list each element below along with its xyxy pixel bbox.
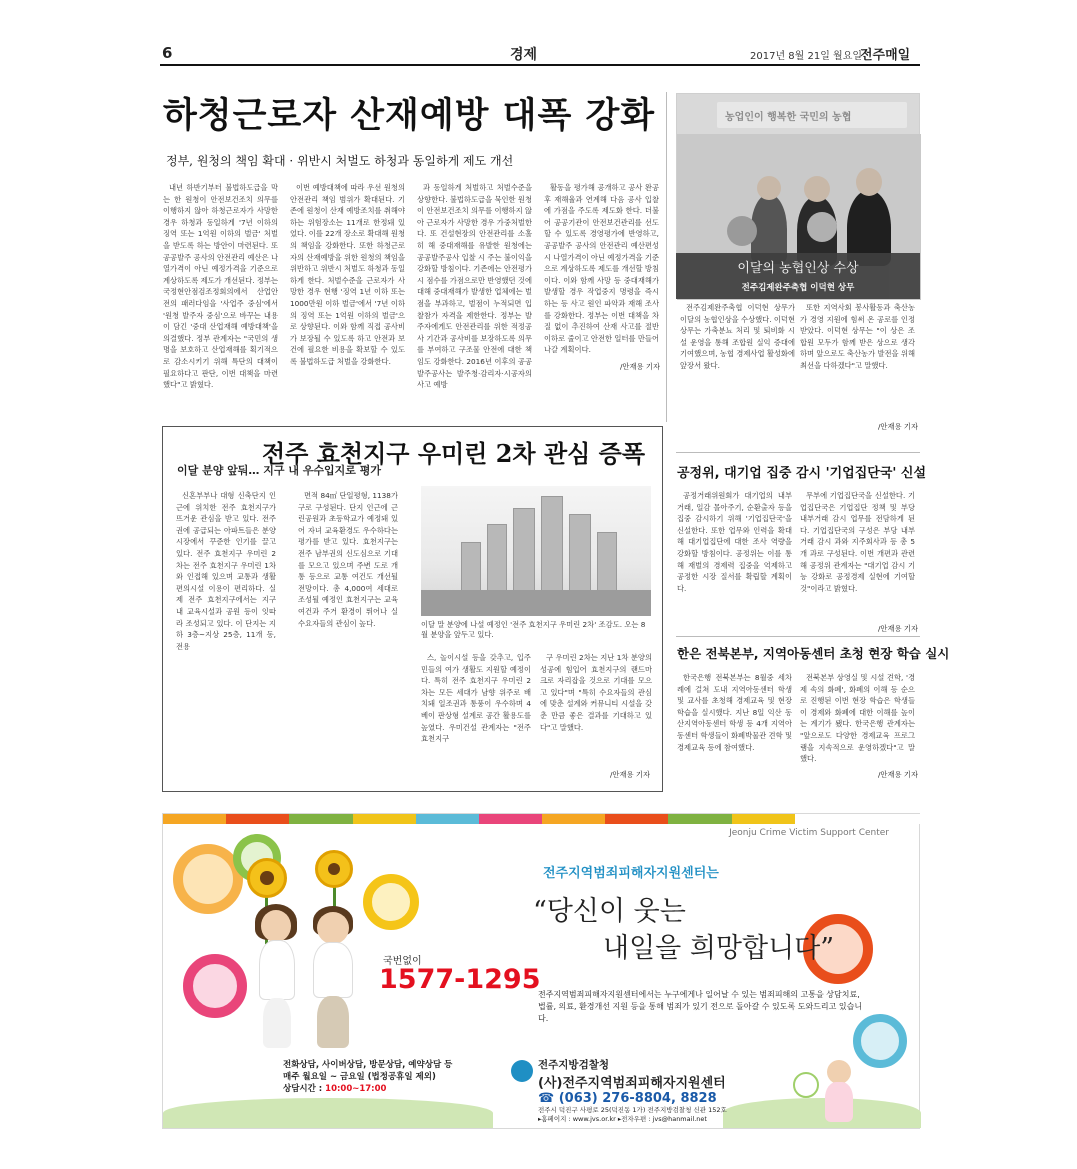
article2-column: 스, 놀이시설 등을 갖추고, 입주민들의 여가 생활도 지원할 예정이다. 특히 전주 효천지구 우미린 2차는 모든 세대가 남향 위주로 배치돼 일조권과 통풍이 우수하며 4베이 판상형 설계로 공간 활용도를 높였다. 우미건설 관계자는 "전주 효천지구 <box>421 653 531 744</box>
article4-column: 한국은행 전북본부는 8월중 세차례에 걸쳐 도내 지역아동센터 학생 및 교사를 초청해 경제교육 및 현장학습을 실시했다. 지난 8일 익산 동산지역아동센터 학생 등 4개 지역아동센터 학생들이 화폐박물관 견학 및 경제교육 등에 참여했다. <box>677 673 793 752</box>
center-phone[interactable]: ☎ (063) 276-8804, 8828 <box>538 1091 717 1106</box>
girl-face <box>261 910 291 942</box>
article2-headline: 전주 효천지구 우미린 2차 관심 증폭 <box>262 439 646 468</box>
article1-subheadline: 정부, 원청의 책임 확대 · 위반시 처벌도 하청과 동일하게 제도 개선 <box>166 154 514 168</box>
ad-slogan-line1: “당신이 웃는 <box>533 896 686 927</box>
ad-slogan-line2: 내일을 희망합니다” <box>603 933 835 964</box>
girl-figure <box>259 940 295 1000</box>
contact-block <box>538 1057 768 1124</box>
advertisement <box>162 813 920 1129</box>
service-hours: 상담시간 : 10:00~17:00 <box>283 1084 387 1094</box>
article3-byline: /안재용 기자 <box>877 624 918 633</box>
issue-date: 2017년 8월 21일 월요일 <box>750 51 863 62</box>
masthead <box>160 42 920 66</box>
photo-subtitle: 전주김제완주축협 이덕현 상무 <box>741 283 855 293</box>
article2-column: 면적 84㎡ 단일평형, 1138가구로 구성된다. 단지 인근에 근린공원과 초등학교가 예정돼 있어 자녀 교육환경도 우수하다는 평가를 받고 있다. 효천지구는 전주 남부권의 신도심으로 기대를 모으고 있으며 주변 도로 개통 등으로 교통 여건도 개선될 전망이다. 총 4,000여 세대로 조성될 예정인 효천지구는 교육 여건과 주거 환경이 뛰어나 실수요자들의 관심이 높다. <box>298 491 398 628</box>
apartment-tower <box>487 524 507 592</box>
service-info <box>283 1059 452 1095</box>
column-divider <box>666 92 667 422</box>
girl-legs <box>263 998 291 1048</box>
hotline-number[interactable]: 1577-1295 <box>379 964 541 995</box>
boy-figure <box>313 942 353 998</box>
article2-column: 구 우미린 2차는 지난 1차 분양의 성공에 힘입어 효천지구의 랜드마크로 자리잡을 것으로 기대를 모으고 있다"며 "특히 수요자들의 관심에 맞춘 설계와 커뮤니티 시설을 갖춘 만큼 좋은 결과를 기대하고 있다"고 말했다. <box>540 653 652 732</box>
article3-column: 공정거래위원회가 대기업의 내부거래, 일감 몰아주기, 순환출자 등을 집중 감시하기 위해 '기업집단국'을 신설한다. 또한 업무와 인력을 확대해 대기업집단에 대한 조사 역량을 강화할 방침이다. 공정위는 이를 통해 재벌의 경제력 집중을 억제하고 공정한 시장 질서를 확립할 계획이다. <box>677 491 792 593</box>
apartment-tower <box>513 508 535 592</box>
article1-column: 활동을 평가해 공개하고 공사 완공 후 재해율과 연계해 다음 공사 입찰에 가점을 주도록 제도화 한다. 더불어 공공기관이 안전보건관리를 선도할 수 있도록 경영평가에 반영하고, 공공발주 공사의 안전관리 예산편성 시 나열가격이 아닌 예정가격을 기준으로 계상하도록 제도를 개선할 방침이다. 이와 함께 사망 등 중대재해가 발생할 경우 작업중지 명령을 즉시 하는 등 사고 원인 파악과 재해 조사를 강화한다. 정부는 이번 대책을 차질 없이 추진하여 산재 사고를 절반 이하로 줄이고 안전한 일터를 만들어 나갈 계획이다. <box>544 183 660 355</box>
ground <box>421 590 651 616</box>
child-face <box>827 1060 851 1084</box>
services-list: 전화상담, 사이버상담, 방문상담, 예약상담 등 <box>283 1060 453 1070</box>
sunflower-icon <box>247 858 287 898</box>
photo-title: 이달의 농협인상 수상 <box>737 261 859 276</box>
decorative-circle <box>363 874 419 930</box>
article1-column: 이번 예방대책에 따라 우선 원청의 안전관리 책임 범위가 확대된다. 기존에 원청이 산재 예방조치를 취해야 하는 위험장소는 11개로 한정돼 있었다. 이를 22개 장소로 확대해 원청의 책임을 강화한다. 또한 하청근로자의 산재예방을 위한 원청의 책임을 위반하고 위반시 처벌도 하청과 동일하게 한다. 처벌수준을 근로자가 사망한 경우 현행 '징역 1년 이하 또는 1000만원 이하 벌금'에서 '7년 이하의 징역 또는 1억원 이하의 벌금'으로 상향된다. 이와 함께 직접 공사비가 보장될 수 있도록 하고 안전과 보건에 필요한 비용을 확보할 수 있도록 불법하도급 처벌을 강화한다. <box>290 183 406 366</box>
article1-byline: /안재용 기자 <box>619 362 660 371</box>
rendering-caption: 이달 말 분양에 나설 예정인 '전주 효천지구 우미린 2차' 조감도. 오는 8월 분양을 앞두고 있다. <box>421 620 646 639</box>
apartment-rendering <box>421 486 651 616</box>
article4-byline: /안재용 기자 <box>877 770 918 779</box>
photo-feature-byline: /안재용 기자 <box>877 422 918 431</box>
ad-english-name: Jeonju Crime Victim Support Center <box>729 828 889 838</box>
center-web[interactable]: ▸홈페이지 : www.jvs.or.kr ▸전자우편 : jvs@hanmail.net <box>538 1115 707 1123</box>
photo-caption <box>676 253 920 299</box>
apartment-tower <box>541 496 563 592</box>
ad-org-title: 전주지역범죄피해자지원센터는 <box>543 866 719 881</box>
grass-decoration <box>163 1098 493 1128</box>
prosecutor-office: 전주지방검찰청 <box>538 1059 610 1071</box>
section-rule <box>676 452 920 453</box>
ad-color-stripes <box>163 814 921 824</box>
decorative-circle <box>793 1072 819 1098</box>
center-name: (사)전주지역범죄피해자지원센터 <box>538 1076 726 1091</box>
child-figure <box>825 1082 853 1122</box>
photo-feature-column: 또한 지역사회 봉사활동과 축산농가 경영 지원에 힘써 온 공로를 인정받았다. 이덕현 상무는 "이 상은 조합원 모두가 함께 받은 상으로 생각하며 앞으로도 축산농가 발전을 위해 최선을 다하겠다"고 말했다. <box>800 303 916 370</box>
prosecutor-logo-icon <box>511 1060 533 1082</box>
decorative-circle <box>183 954 247 1018</box>
sunflower-icon <box>315 850 353 888</box>
apartment-tower <box>569 514 591 592</box>
center-address: 전주시 덕진구 사평로 25(덕진동 1가) 전주지방검찰청 신관 152호 <box>538 1106 727 1114</box>
article2-byline: /안재용 기자 <box>609 770 650 779</box>
paper-name: 전주매일 <box>860 48 911 63</box>
article1-column: 과 동일하게 처벌하고 처벌수준을 상향한다. 불법하도급을 묵인한 원청이 안전보건조치 의무를 이행하지 않아 근로자가 사망한 경우 가중처벌한다. 또 건설현장의 안전관리를 소홀히 해 중대재해를 유발한 원청에는 공공발주공사 입찰 시 주는 불이익을 강화할 방침이다. 기존에는 안전평가 시 점수를 가점으로만 반영했던 것에 대해 중대재해가 발생한 업체에는 벌점을 부과하고, 벌점이 누적되면 입찰참가 자격을 제한한다. 정부는 발주자에게도 안전관리를 위한 적정공사 기간과 공사비를 보장하도록 의무를 부여하고 구조물 안전에 대한 책임도 강화한다. 2016년 이후의 공공발주공사는 발주청·감리자·시공자의 사고 예방 <box>417 183 533 390</box>
boy-face <box>317 912 349 944</box>
section-name: 경제 <box>510 47 538 63</box>
phone-label: 국번없이 <box>383 956 422 967</box>
article4-column: 전북본부 상영실 및 시설 견학, '경제 속의 화폐', 화폐의 이해 등 순으로 진행된 이번 현장 학습은 학생들이 경제와 화폐에 대한 이해를 높이는 계기가 됐다. 한국은행 관계자는 "앞으로도 다양한 경제교육 프로그램을 지속적으로 운영하겠다"고 말했다. <box>800 673 915 764</box>
article4-headline: 한은 전북본부, 지역아동센터 초청 현장 학습 실시 <box>677 646 950 661</box>
person-head <box>856 168 882 196</box>
article2-column: 신혼부부나 대형 신축단지 인근에 위치한 전주 효천지구가 뜨거운 관심을 받고 있다. 전주권에 공급되는 아파트들은 분양시장에서 꾸준한 인기를 끌고 있다. 전주 효천지구 우미린 2차는 전주 효천지구 우미린 1차와 인접해 있으며 교통과 생활편의시설 이용이 편리하다. 실제 전주 효천지구에서는 지구 내 교육시설과 공원 등이 잇따라 조성되고 있다. 이 단지는 지하 3층~지상 25층, 11개 동, 전용 <box>176 491 276 651</box>
person-head <box>757 176 781 200</box>
flower-bouquet <box>807 212 837 242</box>
article3-headline: 공정위, 대기업 집중 감시 '기업집단국' 신설 <box>677 466 927 481</box>
photo-feature-column: 전주김제완주축협 이덕현 상무가 이달의 농협인상을 수상했다. 이덕현 상무는 가축분뇨 처리 및 퇴비화 시설 운영을 통해 조합원 실익 증대에 기여했으며, 농협 경제사업 활성화에 앞장서 왔다. <box>680 303 796 370</box>
service-days: 매주 월요일 ~ 금요일 (법정공휴일 제외) <box>283 1072 436 1082</box>
person-head <box>804 176 830 202</box>
ad-description: 전주지역범죄피해자지원센터에서는 누구에게나 일어날 수 있는 범죄피해의 고통을 상담치료, 법률, 의료, 환경개선 지원 등을 통해 범죄가 있기 전으로 돌아갈 수 있도록 도와드리고 있습니다. <box>538 990 863 1023</box>
apartment-tower <box>461 542 481 592</box>
article2-subheadline: 이달 분양 앞둬… 지구 내 우수입지로 평가 <box>177 464 381 477</box>
article1-column: 내년 하반기부터 불법하도급을 막는 한 원청이 안전보건조치 의무를 이행하지 않아 하청근로자가 사망한 경우 하청과 동일하게 '7년 이하의 징역 또는 1억원 이하의 벌금' 처벌을 받도록 하는 방안이 마련된다. 또 공공발주 공사의 안전관리 예산은 나열가격이 아닌 예정가격을 기준으로 계상하도록 제도가 개선된다. 정부는 국정현안점검조정회의에서 산업안전의 패러다임을 '사업주 중심'에서 '원청 발주자 중심'으로 바꾸는 내용이 담긴 '중대 산업재해 예방대책'을 의결했다. 정부 관계자는 "국민의 생명을 보호하고 산업재해를 획기적으로 감소시키기 위해 특단의 대책이 필요하다고 판단, 이번 대책을 마련했다"고 밝혔다. <box>163 183 279 390</box>
page-number: 6 <box>162 44 173 62</box>
article1-headline: 하청근로자 산재예방 대폭 강화 <box>163 96 656 136</box>
apartment-tower <box>597 532 617 592</box>
boy-pants <box>317 996 349 1048</box>
photo-banner: 농업인이 행복한 국민의 농협 <box>717 102 907 128</box>
flower-bouquet <box>727 216 757 246</box>
section-rule <box>676 636 920 637</box>
article3-column: 무부에 기업집단국을 신설한다. 기업집단국은 기업집단 정책 및 부당 내부거래 감시 업무를 전담하게 된다. 기업집단국의 구성은 부당 내부거래 감시 과와 지주회사과 등 총 5개 과로 구성된다. 이번 개편과 관련해 공정위 관계자는 "대기업 감시 기능 강화로 공정경제 실현에 기여할 것"이라고 밝혔다. <box>800 491 915 593</box>
